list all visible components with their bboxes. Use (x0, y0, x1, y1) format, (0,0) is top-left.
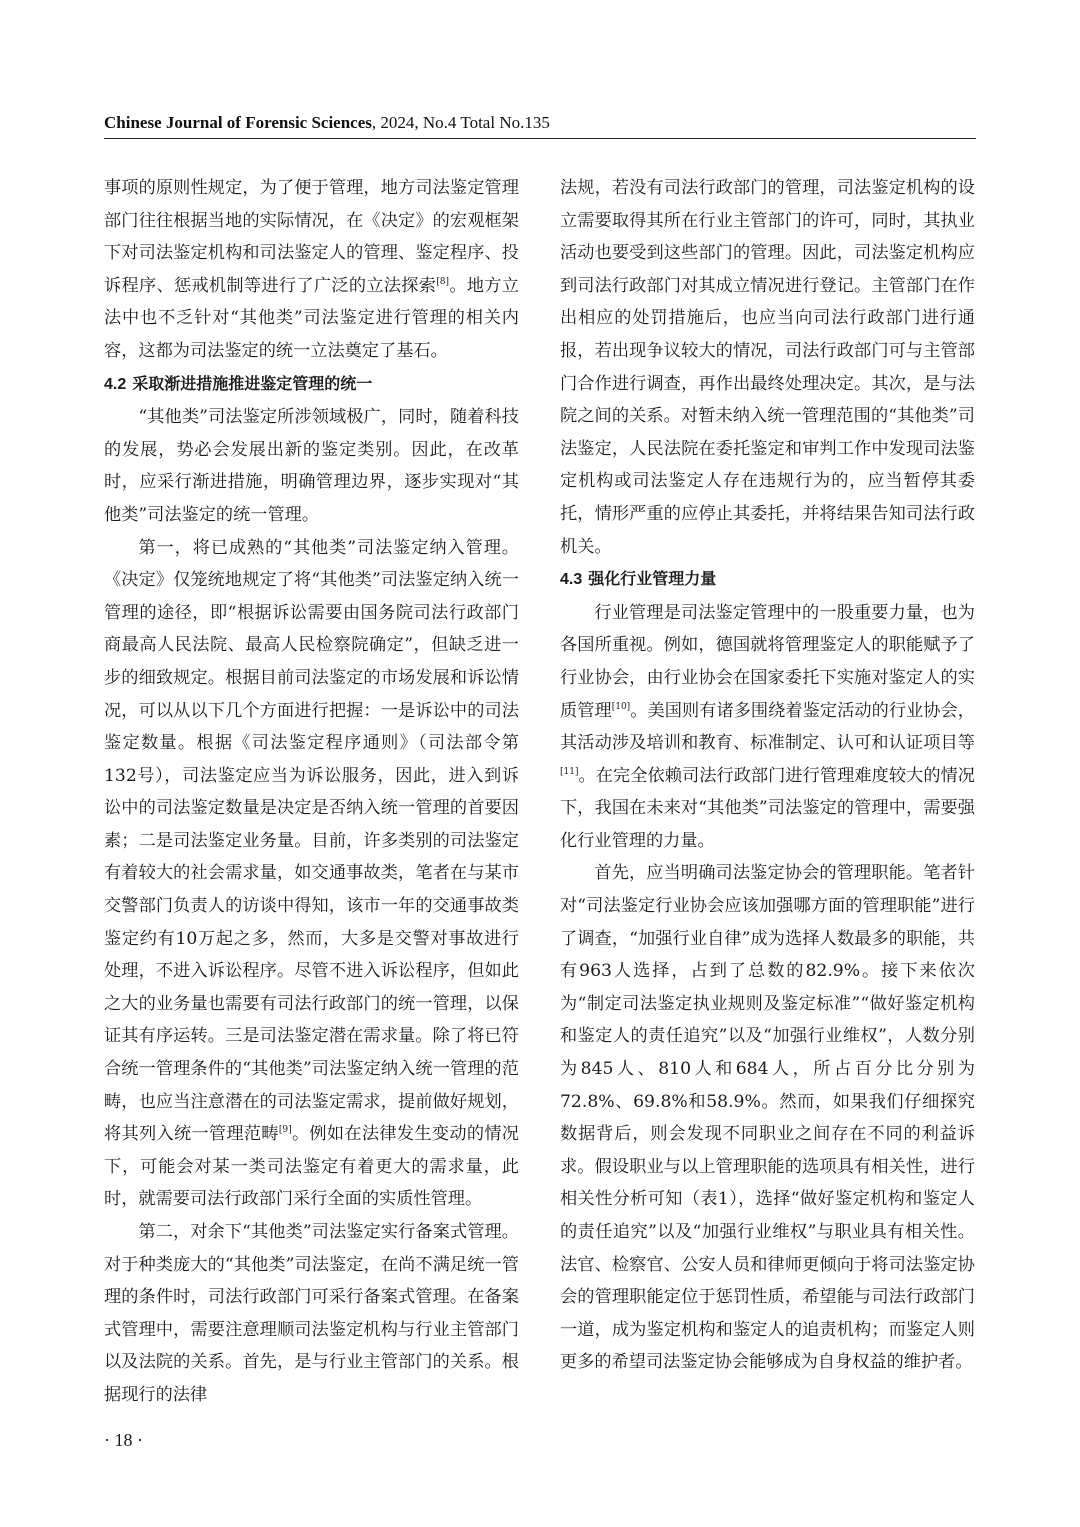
citation-ref[interactable]: [11] (560, 766, 579, 777)
paragraph: 行业管理是司法鉴定管理中的一股重要力量，也为各国所重视。例如，德国就将管理鉴定人的职能赋予了行业协会，由行业协会在国家委托下实施对鉴定人的实质管理[10]。美国则有诸多围绕着鉴定活动的行业协会，其活动涉及培训和教育、标准制定、认可和认证项目等[11]。在完全依赖司法行政部门进行管理难度较大的情况下，我国在未来对“其他类”司法鉴定的管理中，需要强化行业管理的力量。 (560, 602, 975, 851)
section-number: 4.3 (560, 571, 583, 589)
running-header (104, 113, 976, 133)
paragraph: 首先，应当明确司法鉴定协会的管理职能。笔者针对“司法鉴定行业协会应该加强哪方面的管理职能”进行了调查，“加强行业自律”成为选择人数最多的职能，共有963人选择，占到了总数的82.9%。接下来依次为“制定司法鉴定执业规则及鉴定标准”“做好鉴定机构和鉴定人的责任追究”以及“加强行业维权”，人数分别为845人、810人和684人，所占百分比分别为72.8%、69.8%和58.9%。然而，如果我们仔细探究数据背后，则会发现不同职业之间存在不同的利益诉求。假设职业与以上管理职能的选项具有相关性，进行相关性分析可知（表1），选择“做好鉴定机构和鉴定人的责任追究”以及“加强行业维权”与职业具有相关性。法官、检察官、公安人员和律师更倾向于将司法鉴定协会的管理职能定位于惩罚性质，希望能与司法行政部门一道，成为鉴定机构和鉴定人的追责机构；而鉴定人则更多的希望司法鉴定协会能够成为自身权益的维护者。 (560, 863, 975, 1373)
journal-name: Chinese Journal of Forensic Sciences (104, 113, 372, 132)
section-heading-4-3 (560, 563, 975, 597)
citation-ref[interactable]: [8] (436, 276, 450, 287)
citation-ref[interactable]: [9] (278, 1125, 292, 1136)
page-number: · 18 · (104, 1430, 143, 1450)
section-title: 采取渐进措施推进鉴定管理的统一 (132, 373, 373, 393)
section-title: 强化行业管理力量 (588, 569, 717, 589)
paragraph: 法规，若没有司法行政部门的管理，司法鉴定机构的设立需要取得其所在行业主管部门的许可，同时，其执业活动也要受到这些部门的管理。因此，司法鉴定机构应到司法行政部门对其成立情况进行登记。主管部门在作出相应的处罚措施后，也应当向司法行政部门进行通报，若出现争议较大的情况，司法行政部门可与主管部门合作进行调查，再作出最终处理决定。其次，是与法院之间的关系。对暂未纳入统一管理范围的“其他类”司法鉴定，人民法院在委托鉴定和审判工作中发现司法鉴定机构或司法鉴定人存在违规行为的，应当暂停其委托，情形严重的应停止其委托，并将结果告知司法行政机关。 (560, 178, 975, 557)
paragraph: “其他类”司法鉴定所涉领域极广，同时，随着科技的发展，势必会发展出新的鉴定类别。因此，在改革时，应采行渐进措施，明确管理边界，逐步实现对“其他类”司法鉴定的统一管理。 (104, 407, 519, 525)
paragraph: 第二，对余下“其他类”司法鉴定实行备案式管理。对于种类庞大的“其他类”司法鉴定，在尚不满足统一管理的条件时，司法行政部门可采行备案式管理。在备案式管理中，需要注意理顺司法鉴定机构与行业主管部门以及法院的关系。首先，是与行业主管部门的关系。根据现行的法律 (104, 1222, 519, 1405)
paragraph: 第一，将已成熟的“其他类”司法鉴定纳入管理。《决定》仅笼统地规定了将“其他类”司法鉴定纳入统一管理的途径，即“根据诉讼需要由国务院司法行政部门商最高人民法院、最高人民检察院确定”，但缺乏进一步的细致规定。根据目前司法鉴定的市场发展和诉讼情况，可以从以下几个方面进行把握：一是诉讼中的司法鉴定数量。根据《司法鉴定程序通则》（司法部令第132号），司法鉴定应当为诉讼服务，因此，进入到诉讼中的司法鉴定数量是决定是否纳入统一管理的首要因素；二是司法鉴定业务量。目前，许多类别的司法鉴定有着较大的社会需求量，如交通事故类，笔者在与某市交警部门负责人的访谈中得知，该市一年的交通事故类鉴定约有10万起之多，然而，大多是交警对事故进行处理，不进入诉讼程序。尽管不进入诉讼程序，但如此之大的业务量也需要有司法行政部门的统一管理，以保证其有序运转。三是司法鉴定潜在需求量。除了将已符合统一管理条件的“其他类”司法鉴定纳入统一管理的范畴，也应当注意潜在的司法鉴定需求，提前做好规划，将其列入统一管理范畴[9]。例如在法律发生变动的情况下，可能会对某一类司法鉴定有着更大的需求量，此时，就需要司法行政部门采行全面的实质性管理。 (104, 537, 519, 1210)
section-number: 4.2 (104, 375, 127, 393)
header-rule (104, 138, 976, 139)
right-column (560, 172, 975, 1379)
left-column (104, 172, 519, 1412)
issue-info: , 2024, No.4 Total No.135 (371, 113, 550, 132)
paragraph: 事项的原则性规定，为了便于管理，地方司法鉴定管理部门往往根据当地的实际情况，在《决定》的宏观框架下对司法鉴定机构和司法鉴定人的管理、鉴定程序、投诉程序、惩戒机制等进行了广泛的立法探索[8]。地方立法中也不乏针对“其他类”司法鉴定进行管理的相关内容，这都为司法鉴定的统一立法奠定了基石。 (104, 178, 519, 361)
section-heading-4-2 (104, 368, 519, 402)
citation-ref[interactable]: [10] (611, 701, 631, 712)
